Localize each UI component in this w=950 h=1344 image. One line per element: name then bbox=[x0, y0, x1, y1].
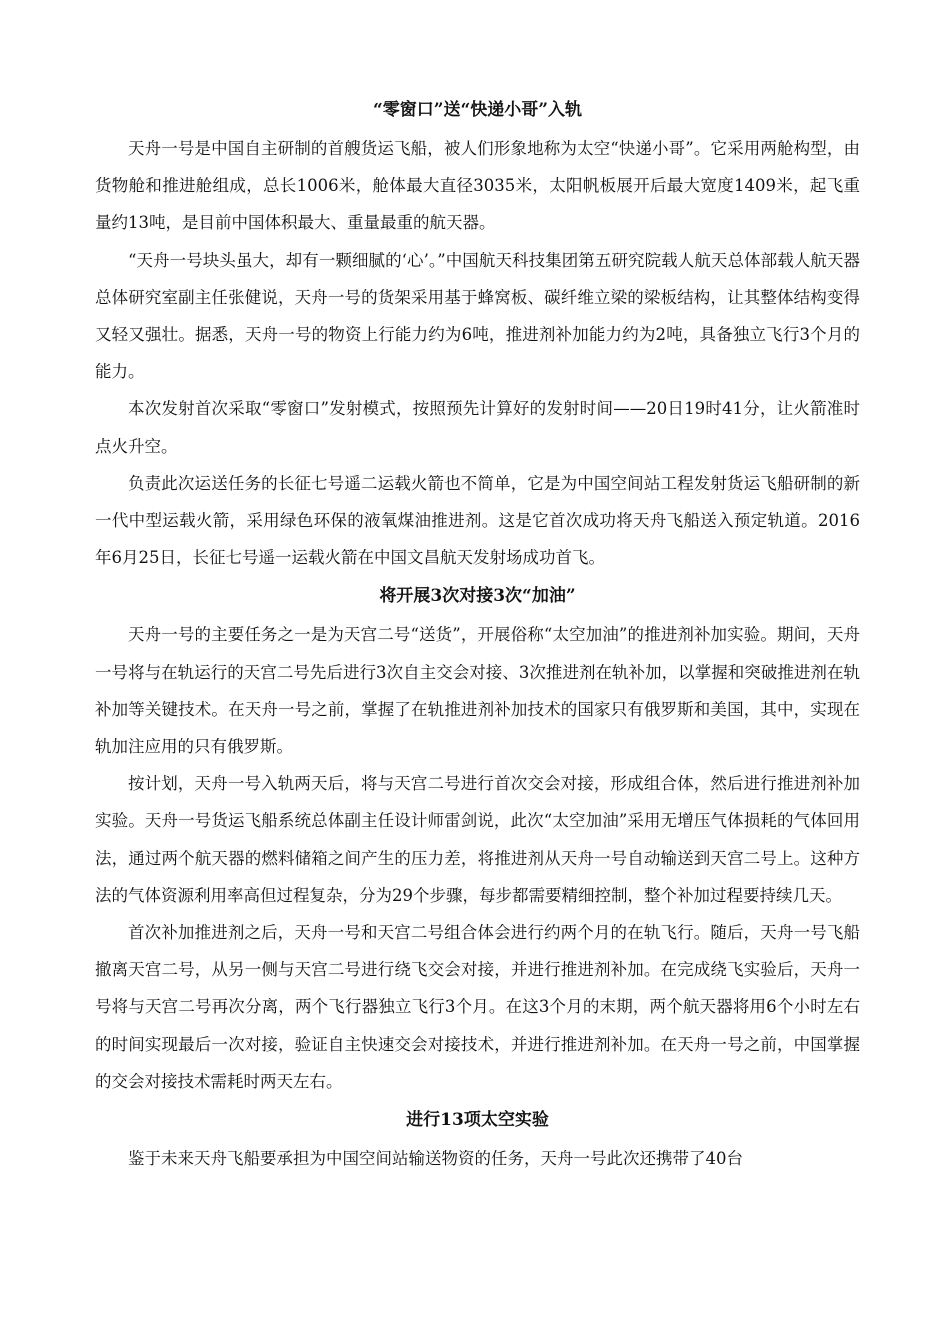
paragraph: 首次补加推进剂之后，天舟一号和天宫二号组合体会进行约两个月的在轨飞行。随后，天舟一号飞船撤离天宫二号，从另一侧与天宫二号进行绕飞交会对接，并进行推进剂补加。在完成绕飞实验后，天舟一号将与天宫二号再次分离，两个飞行器独立飞行3个月。在这3个月的末期，两个航天器将用6个小时左右的时间实现最后一次对接，验证自主快速交会对接技术，并进行推进剂补加。在天舟一号之前，中国掌握的交会对接技术需耗时两天左右。 bbox=[95, 923, 860, 1091]
paragraph: 本次发射首次采取“零窗口”发射模式，按照预先计算好的发射时间——20日19时41分，让火箭准时点火升空。 bbox=[95, 399, 860, 456]
paragraph: 天舟一号是中国自主研制的首艘货运飞船，被人们形象地称为太空“快递小哥”。它采用两舱构型，由货物舱和推进舱组成，总长1006米，舱体最大直径3035米，太阳帆板展开后最大宽度1409米，起飞重量约13吨，是目前中国体积最大、重量最重的航天器。 bbox=[95, 139, 860, 233]
section-heading-experiments: 进行13项太空实验 bbox=[406, 1110, 549, 1131]
section-heading-docking-refuel: 将开展3次对接3次“加油” bbox=[379, 586, 576, 607]
section-heading-zero-window: “零窗口”送“快递小哥”入轨 bbox=[372, 100, 583, 120]
paragraph: 负责此次运送任务的长征七号遥二运载火箭也不简单，它是为中国空间站工程发射货运飞船研制的新一代中型运载火箭，采用绿色环保的液氧煤油推进剂。这是它首次成功将天舟飞船送入预定轨道。2016年6月25日，长征七号遥一运载火箭在中国文昌航天发射场成功首飞。 bbox=[95, 473, 860, 568]
paragraph: 鉴于未来天舟飞船要承担为中国空间站输送物资的任务，天舟一号此次还携带了40台 bbox=[128, 1149, 743, 1169]
paragraph: 天舟一号的主要任务之一是为天宫二号“送货”，开展俗称“太空加油”的推进剂补加实验。期间，天舟一号将与在轨运行的天宫二号先后进行3次自主交会对接、3次推进剂在轨补加，以掌握和突破推进剂在轨补加等关键技术。在天舟一号之前，掌握了在轨推进剂补加技术的国家只有俄罗斯和美国，其中，实现在轨加注应用的只有俄罗斯。 bbox=[95, 625, 860, 757]
paragraph: “天舟一号块头虽大，却有一颗细腻的‘心’。”中国航天科技集团第五研究院载人航天总体部载人航天器总体研究室副主任张健说，天舟一号的货架采用基于蜂窝板、碳纤维立梁的梁板结构，让其整体结构变得又轻又强壮。据悉，天舟一号的物资上行能力约为6吨，推进剂补加能力约为2吨，具备独立飞行3个月的能力。 bbox=[95, 250, 860, 382]
paragraph: 按计划，天舟一号入轨两天后，将与天宫二号进行首次交会对接，形成组合体，然后进行推进剂补加实验。天舟一号货运飞船系统总体副主任设计师雷剑说，此次“太空加油”采用无增压气体损耗的气体回用法，通过两个航天器的燃料储箱之间产生的压力差，将推进剂从天舟一号自动输送到天宫二号上。这种方法的气体资源利用率高但过程复杂，分为29个步骤，每步都需要精细控制，整个补加过程要持续几天。 bbox=[95, 774, 860, 905]
article bbox=[95, 90, 860, 1177]
